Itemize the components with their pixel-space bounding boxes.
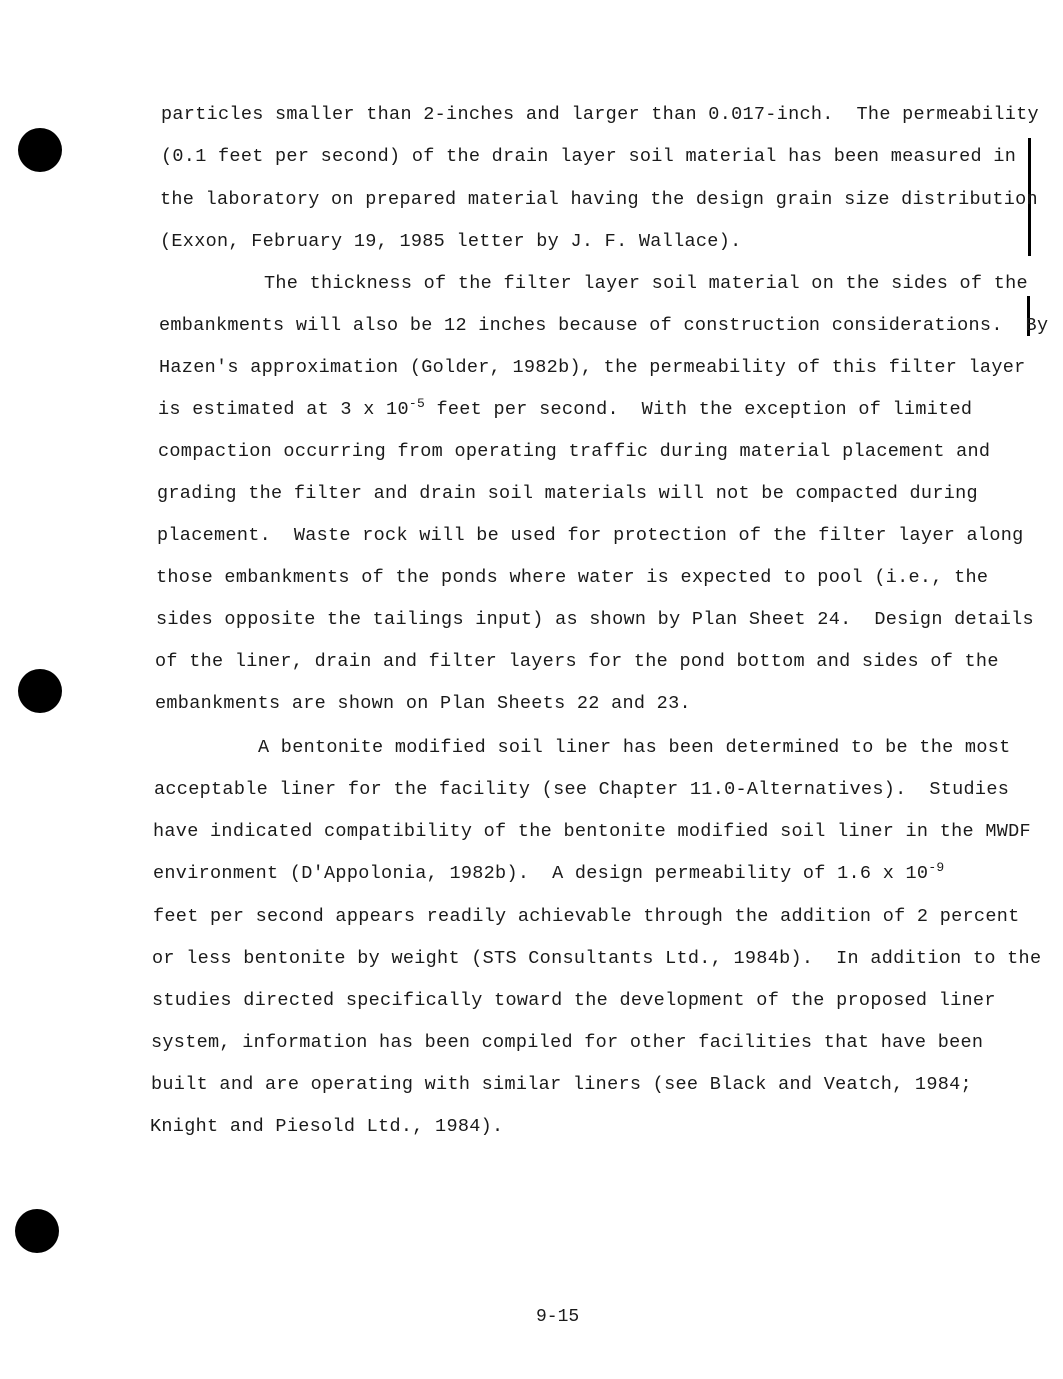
text-line: Hazen's approximation (Golder, 1982b), the permeability of this filter layer [159, 357, 1026, 378]
text-line: embankments will also be 12 inches because of construction considerations. By [159, 315, 1049, 336]
text-line: acceptable liner for the facility (see Chapter 11.0-Alternatives). Studies [154, 779, 1010, 800]
text-line: the laboratory on prepared material having the design grain size distribution [160, 189, 1038, 210]
text-line: The thickness of the filter layer soil material on the sides of the [264, 273, 1028, 294]
text-line: placement. Waste rock will be used for protection of the filter layer along [157, 525, 1024, 546]
binder-hole [18, 669, 62, 713]
text-line: Knight and Piesold Ltd., 1984). [150, 1116, 504, 1137]
page-number: 9-15 [536, 1307, 580, 1327]
text-line: A bentonite modified soil liner has been determined to be the most [258, 737, 1011, 758]
text-line: (Exxon, February 19, 1985 letter by J. F. Wallace). [160, 231, 742, 252]
text-line: studies directed specifically toward the development of the proposed liner [152, 990, 996, 1011]
binder-hole [18, 128, 62, 172]
text-segment: is estimated at 3 x 10 [158, 399, 409, 420]
text-segment: environment (D'Appolonia, 1982b). A design permeability of 1.6 x 10 [153, 863, 929, 884]
text-line: grading the filter and drain soil materials will not be compacted during [157, 483, 978, 504]
text-line: embankments are shown on Plan Sheets 22 and 23. [155, 693, 691, 714]
text-line: particles smaller than 2-inches and larger than 0.017-inch. The permeability [161, 104, 1039, 125]
text-segment: feet per second. With the exception of limited [425, 399, 973, 420]
text-line: sides opposite the tailings input) as shown by Plan Sheet 24. Design details [156, 609, 1034, 630]
text-line: system, information has been compiled for other facilities that have been [151, 1032, 984, 1053]
binder-hole [15, 1209, 59, 1253]
text-line: feet per second appears readily achievable through the addition of 2 percent [153, 906, 1020, 927]
text-line: (0.1 feet per second) of the drain layer soil material has been measured in [161, 146, 1017, 167]
text-line: of the liner, drain and filter layers for the pond bottom and sides of the [155, 651, 999, 672]
text-line: or less bentonite by weight (STS Consultants Ltd., 1984b). In addition to the [152, 948, 1042, 969]
text-line: compaction occurring from operating traffic during material placement and [158, 441, 991, 462]
text-line-with-exponent [158, 395, 973, 421]
text-line-with-exponent [153, 859, 945, 885]
exponent: -9 [928, 859, 945, 875]
exponent: -5 [408, 395, 426, 411]
text-line: have indicated compatibility of the bentonite modified soil liner in the MWDF [153, 821, 1031, 842]
text-line: built and are operating with similar liners (see Black and Veatch, 1984; [151, 1074, 972, 1095]
text-line: those embankments of the ponds where water is expected to pool (i.e., the [156, 567, 989, 588]
